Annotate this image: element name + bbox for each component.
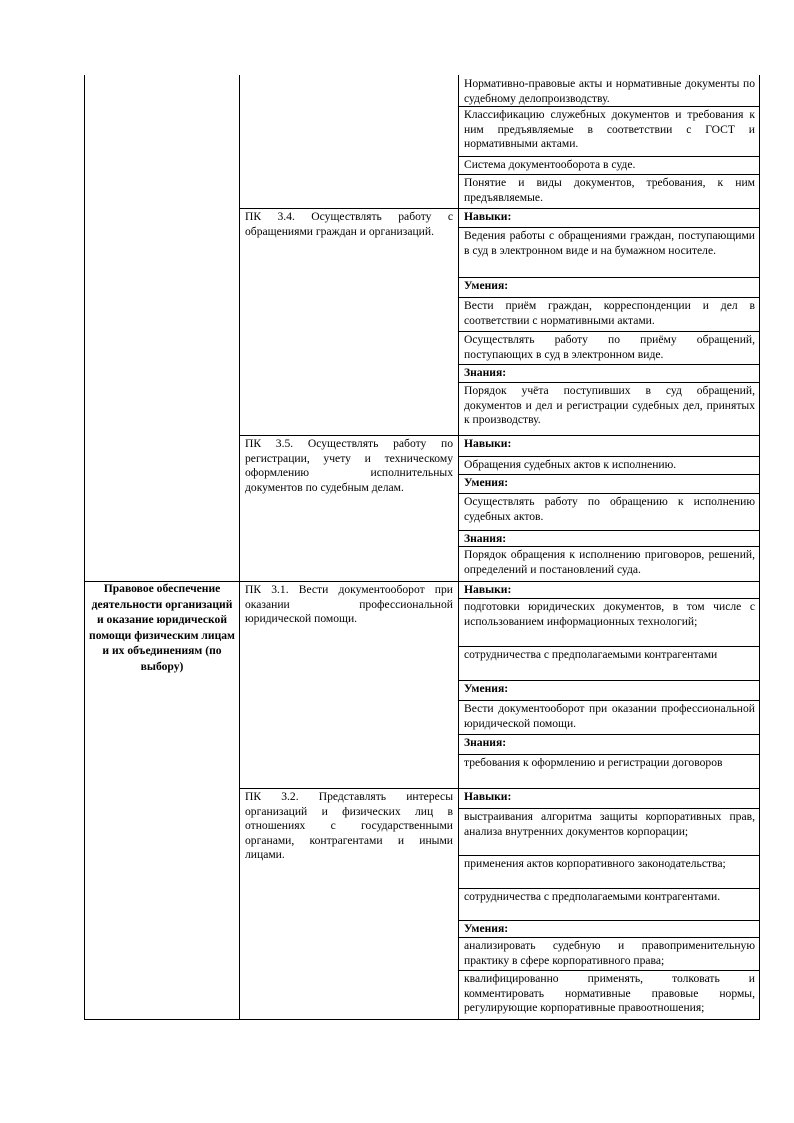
table-hline xyxy=(458,227,759,228)
table-hline xyxy=(84,1019,760,1020)
table-hline xyxy=(458,646,759,647)
table-vline xyxy=(458,75,459,1019)
table-hline xyxy=(458,680,759,681)
table-hline xyxy=(458,970,759,971)
table-hline xyxy=(239,581,458,582)
requirement-item: сотрудничества с предполагаемыми контрагентами. xyxy=(464,890,721,903)
requirement-item: подготовки юридических документов, в том числе с использованием информационных технологий; xyxy=(464,600,755,628)
requirement-heading: Знания: xyxy=(464,532,507,545)
table-hline xyxy=(458,808,759,809)
table-hline xyxy=(458,208,759,209)
requirement-heading: Знания: xyxy=(464,736,507,749)
requirement-item: сотрудничества с предполагаемыми контрагентами xyxy=(464,648,718,661)
table-hline xyxy=(239,208,458,209)
table-hline xyxy=(458,734,759,735)
requirement-item: Понятие и виды документов, требования, к ним предъявляемые. xyxy=(464,176,755,204)
requirement-item: применения актов корпоративного законодательства; xyxy=(464,857,726,870)
requirement-item: Осуществлять работу по обращению к исполнению судебных актов. xyxy=(464,495,755,523)
table-hline xyxy=(239,435,458,436)
table-hline xyxy=(458,474,759,475)
requirement-item: квалифицированно применять, толковать и комментировать нормативные правовые нормы, регулирующие корпоративные правоотношения; xyxy=(464,972,755,1015)
table-hline xyxy=(458,435,759,436)
requirement-item: анализировать судебную и правоприменительную практику в сфере корпоративного права; xyxy=(464,939,755,967)
table-hline xyxy=(458,754,759,755)
section-title: Правовое обеспечение деятельности организаций и оказание юридической помощи физическим лицам и их объединениям (по выбору) xyxy=(89,582,235,673)
competency-pk-3-4: ПК 3.4. Осуществлять работу с обращениями граждан и организаций. xyxy=(245,210,453,238)
requirement-item: Вести приём граждан, корреспонденции и дел в соответствии с нормативными актами. xyxy=(464,299,755,327)
requirement-heading: Умения: xyxy=(464,476,509,489)
table-hline xyxy=(239,788,458,789)
table-hline xyxy=(458,937,759,938)
table-hline xyxy=(458,364,759,365)
table-hline xyxy=(458,174,759,175)
requirement-item: требования к оформлению и регистрации договоров xyxy=(464,756,723,769)
requirement-heading: Умения: xyxy=(464,922,509,935)
table-hline xyxy=(458,156,759,157)
table-hline xyxy=(458,530,759,531)
requirement-item: Осуществлять работу по приёму обращений, поступающих в суд в электронном виде. xyxy=(464,333,755,361)
table-hline xyxy=(458,788,759,789)
table-vline xyxy=(239,75,240,1019)
table-hline xyxy=(458,382,759,383)
requirement-item: Классификацию служебных документов и требования к ним предъявляемые в соответствии с ГОСТ и нормативными актами. xyxy=(464,108,755,151)
requirement-heading: Навыки: xyxy=(464,790,512,803)
requirement-heading: Навыки: xyxy=(464,210,512,223)
table-hline xyxy=(458,331,759,332)
competency-pk-3-2: ПК 3.2. Представлять интересы организаций и физических лиц в отношениях с государственными органами, контрагентами и иными лицами. xyxy=(245,790,453,862)
requirement-item: выстраивания алгоритма защиты корпоративных прав, анализа внутренних документов корпорации; xyxy=(464,810,755,838)
requirement-item: Система документооборота в суде. xyxy=(464,158,636,171)
requirement-item: Обращения судебных актов к исполнению. xyxy=(464,458,677,471)
requirement-item: Вести документооборот при оказании профессиональной юридической помощи. xyxy=(464,702,755,730)
requirement-heading: Навыки: xyxy=(464,437,512,450)
table-hline xyxy=(458,581,759,582)
table-hline xyxy=(458,456,759,457)
table-hline xyxy=(458,277,759,278)
competency-pk-3-1: ПК 3.1. Вести документооборот при оказании профессиональной юридической помощи. xyxy=(245,583,453,626)
table-hline xyxy=(458,855,759,856)
requirement-item: Порядок учёта поступивших в суд обращений, документов и дел и регистрации судебных дел, принятых к производству. xyxy=(464,384,755,427)
table-hline xyxy=(458,297,759,298)
table-hline xyxy=(458,888,759,889)
table-hline xyxy=(458,920,759,921)
competency-pk-3-5: ПК 3.5. Осуществлять работу по регистрации, учету и техническому оформлению исполнительных документов по судебным делам. xyxy=(245,437,453,494)
requirement-item: Порядок обращения к исполнению приговоров, решений, определений и постановлений суда. xyxy=(464,548,755,576)
requirement-item: Ведения работы с обращениями граждан, поступающими в суд в электронном виде и на бумажном носителе. xyxy=(464,229,755,257)
requirement-heading: Умения: xyxy=(464,279,509,292)
requirement-item: Нормативно-правовые акты и нормативные документы по судебному делопроизводству. xyxy=(464,77,755,105)
table-hline xyxy=(458,598,759,599)
requirement-heading: Знания: xyxy=(464,366,507,379)
table-hline xyxy=(458,700,759,701)
table-hline xyxy=(458,493,759,494)
requirement-heading: Умения: xyxy=(464,682,509,695)
table-vline xyxy=(759,75,760,1019)
table-vline xyxy=(84,75,85,1019)
requirement-heading: Навыки: xyxy=(464,583,512,596)
